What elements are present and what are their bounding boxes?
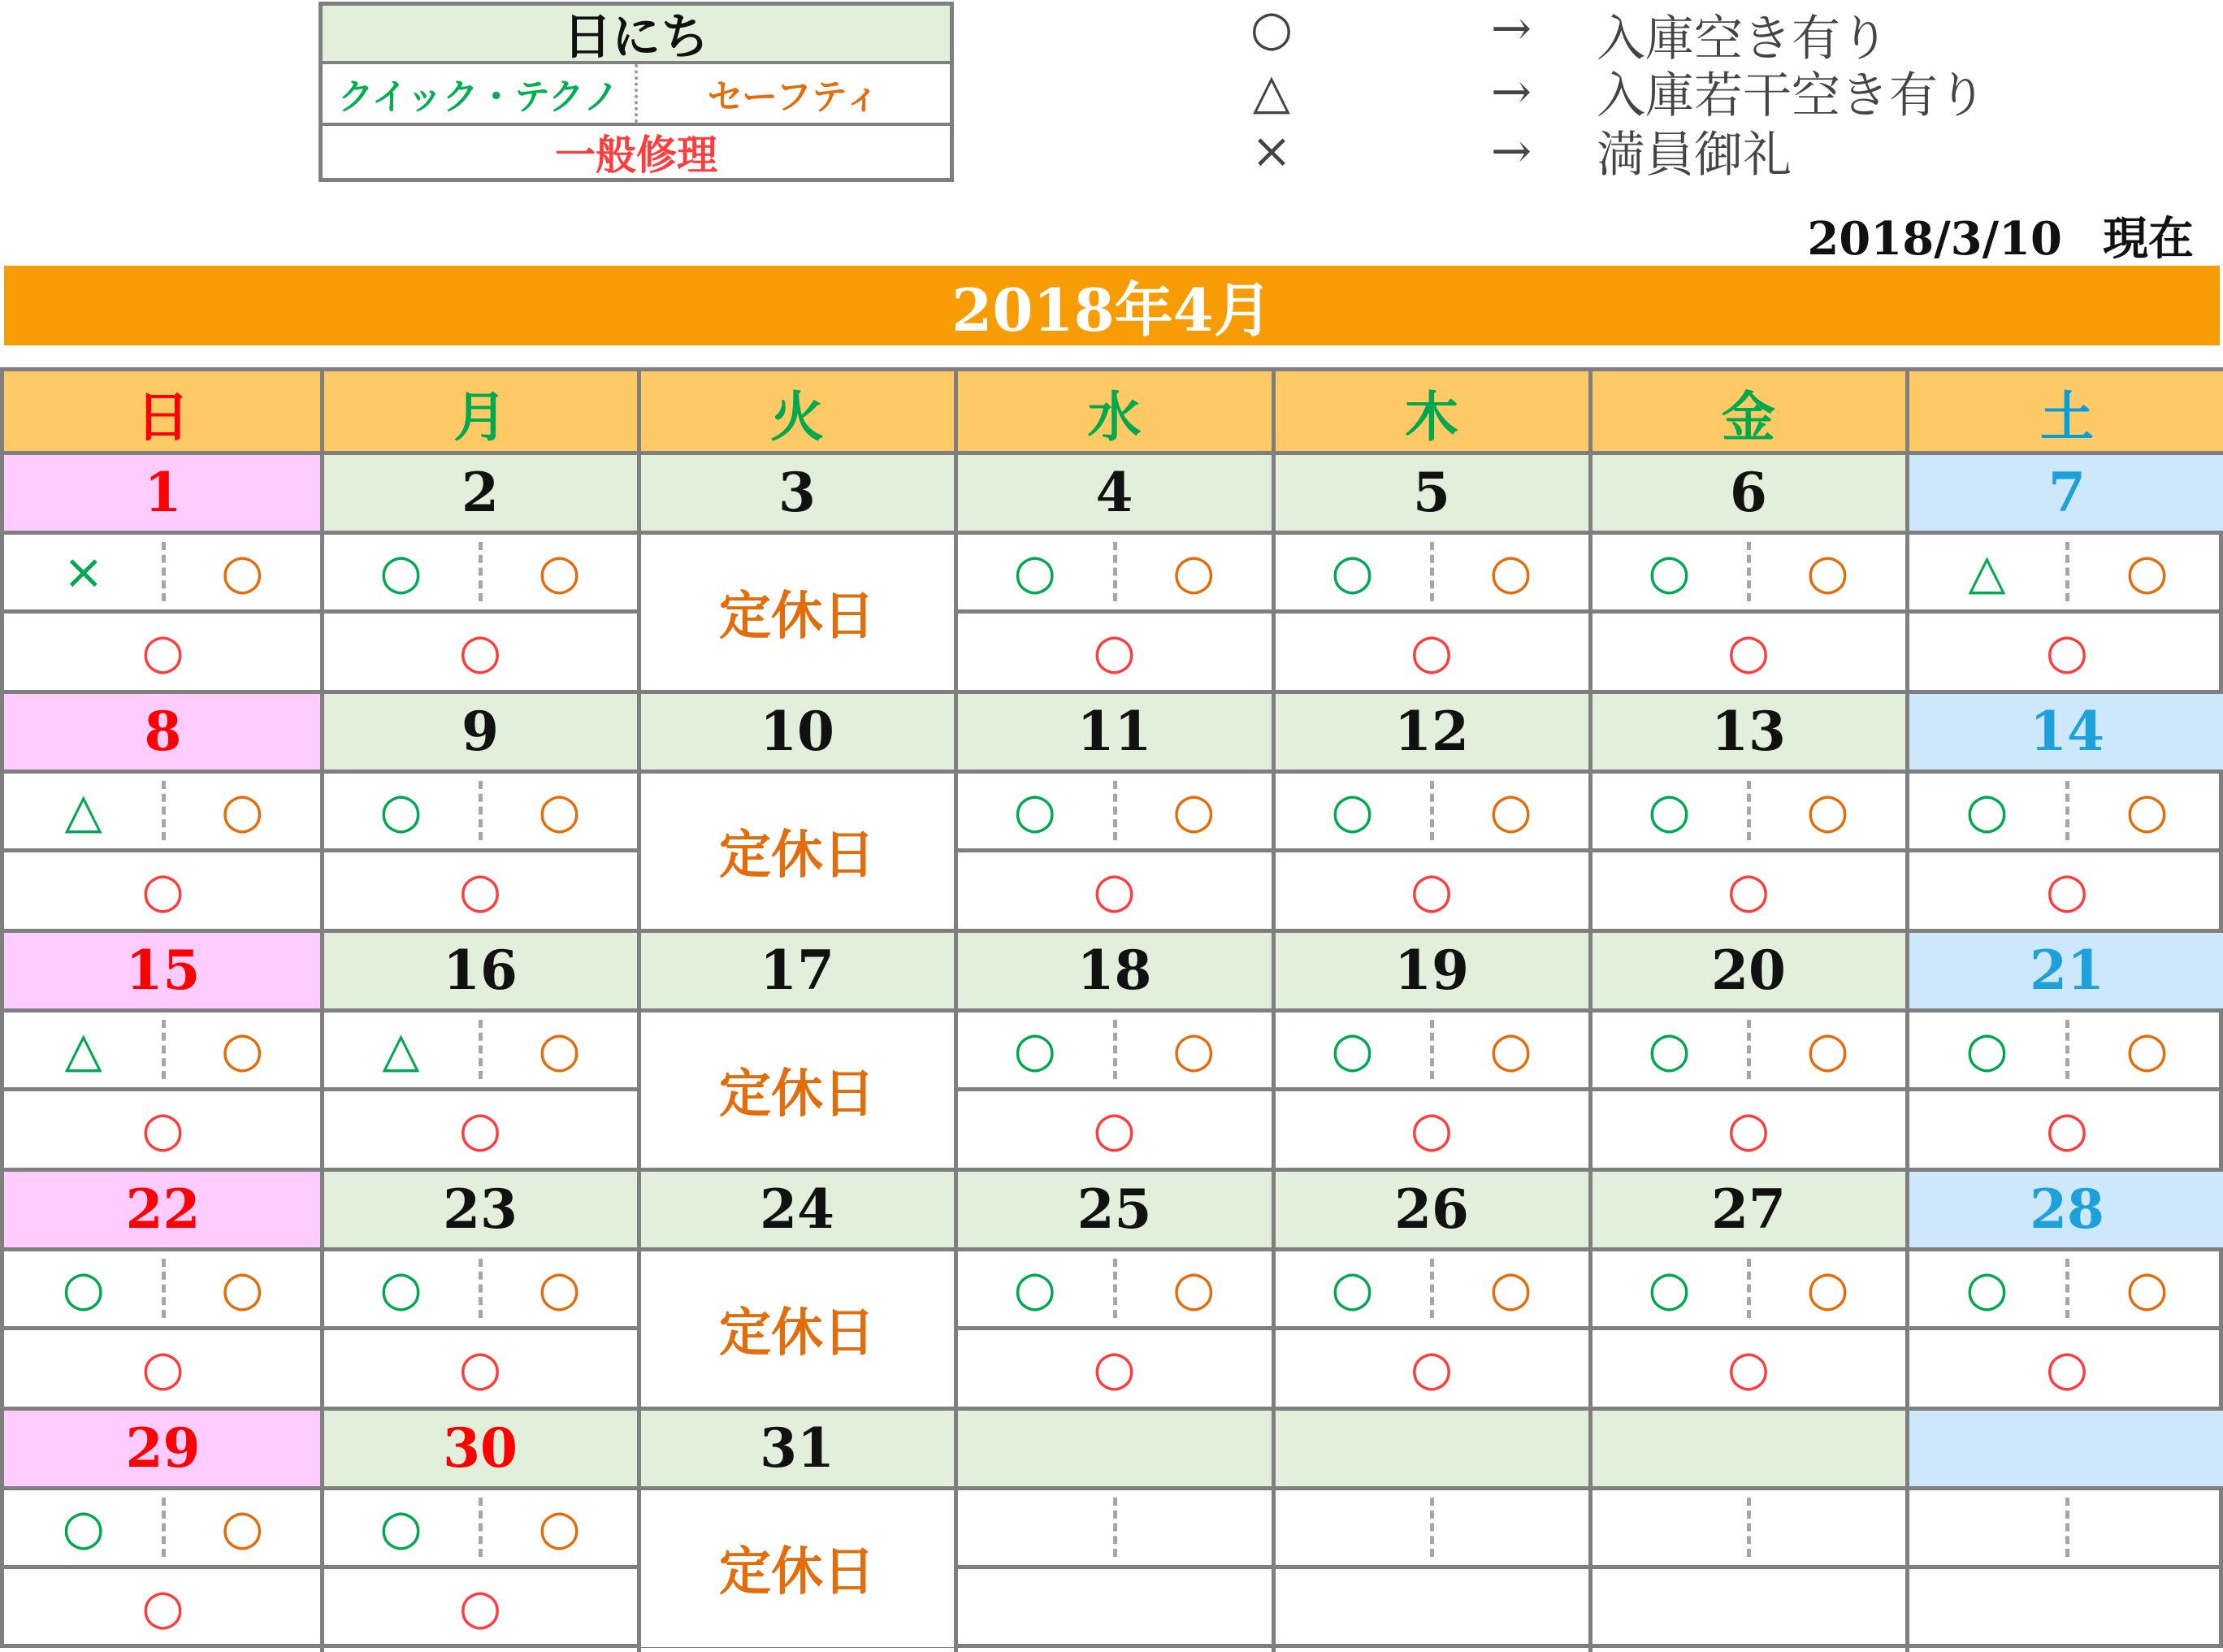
key-symbol: ○ bbox=[1250, 0, 1294, 57]
safety-status: ○ bbox=[538, 543, 581, 601]
general-repair-status: ○ bbox=[2045, 622, 2089, 680]
slot-divider bbox=[2065, 1498, 2069, 1557]
date-cell: 20 bbox=[1590, 930, 1907, 1010]
closed-day-label: 定休日 bbox=[639, 1488, 956, 1647]
quick-techno-status: ○ bbox=[379, 1260, 422, 1317]
weekday-header: 金 bbox=[1590, 371, 1907, 453]
safety-status: ○ bbox=[1489, 782, 1532, 839]
grid-line bbox=[1588, 371, 1592, 1652]
general-repair-status: ○ bbox=[458, 1339, 502, 1397]
date-cell: 2 bbox=[322, 453, 639, 532]
date-cell: 29 bbox=[4, 1408, 322, 1488]
date-cell: 6 bbox=[1590, 453, 1907, 532]
quick-techno-status: ○ bbox=[379, 543, 422, 601]
safety-status: ○ bbox=[1489, 543, 1532, 601]
closed-day-label: 定休日 bbox=[639, 771, 956, 930]
date-cell: 14 bbox=[1907, 692, 2223, 771]
date-cell: 30 bbox=[322, 1408, 639, 1488]
date-cell bbox=[1590, 1408, 1907, 1488]
date-cell: 11 bbox=[956, 692, 1273, 771]
general-repair-status: ○ bbox=[1093, 1100, 1136, 1158]
safety-status: ○ bbox=[2126, 1021, 2169, 1078]
date-cell bbox=[956, 1408, 1273, 1488]
quick-techno-status: △ bbox=[1968, 543, 2006, 601]
date-cell: 3 bbox=[639, 453, 956, 532]
safety-status: ○ bbox=[2126, 782, 2169, 839]
date-cell: 23 bbox=[322, 1169, 639, 1249]
quick-techno-status: × bbox=[63, 543, 104, 601]
arrow-icon: → bbox=[1490, 0, 1532, 57]
slot-divider bbox=[1747, 1498, 1751, 1557]
grid-line bbox=[4, 929, 2223, 933]
legend-safety: セーフティ bbox=[707, 76, 881, 118]
quick-techno-status: ○ bbox=[1648, 1260, 1691, 1317]
weekday-header: 月 bbox=[322, 371, 639, 453]
date-cell: 15 bbox=[4, 930, 322, 1010]
safety-status: ○ bbox=[538, 1260, 581, 1317]
key-row-available bbox=[0, 0, 2223, 65]
general-repair-status: ○ bbox=[1410, 861, 1454, 919]
date-cell: 31 bbox=[639, 1408, 956, 1488]
safety-status: ○ bbox=[1172, 782, 1216, 839]
quick-techno-status: △ bbox=[382, 1021, 420, 1078]
grid-line bbox=[954, 371, 958, 1652]
general-repair-status: ○ bbox=[141, 861, 184, 919]
key-text: 満員御礼 bbox=[1597, 127, 1792, 184]
date-cell: 24 bbox=[639, 1169, 956, 1249]
quick-techno-status: ○ bbox=[1648, 543, 1691, 601]
as-of-date-value: 2018/3/10 bbox=[1807, 212, 2062, 266]
weekday-header: 日 bbox=[4, 371, 322, 453]
date-cell: 10 bbox=[639, 692, 956, 771]
quick-techno-status: ○ bbox=[1965, 1260, 2008, 1317]
safety-status: ○ bbox=[1806, 543, 1849, 601]
general-repair-status: ○ bbox=[141, 1578, 184, 1636]
date-cell: 25 bbox=[956, 1169, 1273, 1249]
quick-techno-status: ○ bbox=[1013, 1021, 1056, 1078]
safety-status: ○ bbox=[1806, 1021, 1849, 1078]
grid-line bbox=[4, 1008, 2223, 1012]
safety-status: ○ bbox=[2126, 543, 2169, 601]
month-title: 2018年4月 bbox=[4, 266, 2220, 345]
date-cell: 4 bbox=[956, 453, 1273, 532]
quick-techno-status: ○ bbox=[1965, 1021, 2008, 1078]
safety-status: ○ bbox=[1489, 1260, 1532, 1317]
arrow-icon: → bbox=[1490, 123, 1532, 180]
closed-day-label: 定休日 bbox=[639, 1010, 956, 1169]
slot-divider bbox=[1430, 1498, 1434, 1557]
quick-techno-status: ○ bbox=[1331, 543, 1374, 601]
safety-status: ○ bbox=[221, 1498, 264, 1556]
slot-divider bbox=[1113, 1498, 1117, 1557]
safety-status: ○ bbox=[1489, 1021, 1532, 1078]
closed-day-label: 定休日 bbox=[639, 532, 956, 692]
grid-line bbox=[637, 371, 641, 1652]
weekday-header: 土 bbox=[1907, 371, 2223, 453]
quick-techno-status: △ bbox=[64, 782, 102, 839]
safety-status: ○ bbox=[2126, 1260, 2169, 1317]
general-repair-status: ○ bbox=[1093, 861, 1136, 919]
calendar-grid bbox=[0, 367, 2223, 1648]
grid-line bbox=[4, 451, 2223, 455]
general-repair-status: ○ bbox=[1727, 1100, 1770, 1158]
weekday-header: 水 bbox=[956, 371, 1273, 453]
quick-techno-status: ○ bbox=[1013, 543, 1056, 601]
quick-techno-status: ○ bbox=[62, 1498, 105, 1556]
date-cell: 22 bbox=[4, 1169, 322, 1249]
date-cell: 26 bbox=[1273, 1169, 1590, 1249]
as-of-label: 現在 bbox=[2103, 212, 2194, 266]
date-cell: 21 bbox=[1907, 930, 2223, 1010]
quick-techno-status: ○ bbox=[62, 1260, 105, 1317]
legend-title: 日にち bbox=[323, 6, 950, 64]
key-row-full bbox=[0, 119, 2223, 184]
date-cell: 1 bbox=[4, 453, 322, 532]
date-cell: 16 bbox=[322, 930, 639, 1010]
date-cell: 17 bbox=[639, 930, 956, 1010]
key-text: 入庫空き有り bbox=[1597, 11, 1889, 67]
date-cell bbox=[1907, 1408, 2223, 1488]
date-cell: 7 bbox=[1907, 453, 2223, 532]
general-repair-status: ○ bbox=[1727, 622, 1770, 680]
date-cell: 18 bbox=[956, 930, 1273, 1010]
general-repair-status: ○ bbox=[141, 1339, 184, 1397]
quick-techno-status: ○ bbox=[379, 1498, 422, 1556]
general-repair-status: ○ bbox=[2045, 1339, 2089, 1397]
general-repair-status: ○ bbox=[458, 1100, 502, 1158]
general-repair-status: ○ bbox=[1410, 1339, 1454, 1397]
general-repair-status: ○ bbox=[1410, 622, 1454, 680]
date-cell: 9 bbox=[322, 692, 639, 771]
quick-techno-status: ○ bbox=[1013, 782, 1056, 839]
quick-techno-status: ○ bbox=[1965, 782, 2008, 839]
date-cell: 27 bbox=[1590, 1169, 1907, 1249]
general-repair-status: ○ bbox=[458, 622, 502, 680]
as-of-date bbox=[1807, 203, 2194, 268]
general-repair-status: ○ bbox=[1093, 622, 1136, 680]
general-repair-status: ○ bbox=[141, 1100, 184, 1158]
weekday-header: 火 bbox=[639, 371, 956, 453]
general-repair-status: ○ bbox=[1727, 861, 1770, 919]
date-cell bbox=[1273, 1408, 1590, 1488]
grid-line bbox=[4, 1407, 2223, 1411]
grid-line bbox=[4, 690, 2223, 694]
general-repair-status: ○ bbox=[458, 1578, 502, 1636]
quick-techno-status: △ bbox=[64, 1021, 102, 1078]
safety-status: ○ bbox=[1806, 782, 1849, 839]
key-text: 入庫若干空き有り bbox=[1597, 67, 1987, 124]
safety-status: ○ bbox=[1806, 1260, 1849, 1317]
general-repair-status: ○ bbox=[458, 861, 502, 919]
quick-techno-status: ○ bbox=[1331, 782, 1374, 839]
safety-status: ○ bbox=[221, 543, 264, 601]
date-cell: 12 bbox=[1273, 692, 1590, 771]
safety-status: ○ bbox=[1172, 1260, 1216, 1317]
key-symbol: △ bbox=[1252, 63, 1291, 120]
quick-techno-status: ○ bbox=[379, 782, 422, 839]
quick-techno-status: ○ bbox=[1013, 1260, 1056, 1317]
general-repair-status: ○ bbox=[1093, 1339, 1136, 1397]
grid-line bbox=[1272, 371, 1276, 1652]
key-row-limited bbox=[0, 59, 2223, 124]
quick-techno-status: ○ bbox=[1648, 782, 1691, 839]
grid-line bbox=[4, 1168, 2223, 1172]
grid-line bbox=[4, 1486, 2223, 1490]
safety-status: ○ bbox=[538, 782, 581, 839]
general-repair-status: ○ bbox=[141, 622, 184, 680]
safety-status: ○ bbox=[538, 1498, 581, 1556]
grid-line bbox=[320, 371, 324, 1652]
quick-techno-status: ○ bbox=[1331, 1260, 1374, 1317]
legend-quick-techno: クイック・テクノ bbox=[323, 64, 638, 123]
date-cell: 5 bbox=[1273, 453, 1590, 532]
quick-techno-status: ○ bbox=[1331, 1021, 1374, 1078]
closed-day-label: 定休日 bbox=[639, 1249, 956, 1408]
safety-status: ○ bbox=[1172, 1021, 1216, 1078]
quick-techno-status: ○ bbox=[1648, 1021, 1691, 1078]
date-cell: 19 bbox=[1273, 930, 1590, 1010]
safety-status: ○ bbox=[221, 782, 264, 839]
grid-line bbox=[4, 770, 2223, 774]
grid-line bbox=[1905, 371, 1909, 1652]
safety-status: ○ bbox=[1172, 543, 1216, 601]
grid-line bbox=[4, 531, 2223, 535]
general-repair-status: ○ bbox=[2045, 861, 2089, 919]
date-cell: 8 bbox=[4, 692, 322, 771]
safety-status: ○ bbox=[221, 1021, 264, 1078]
safety-status: ○ bbox=[221, 1260, 264, 1317]
date-cell: 13 bbox=[1590, 692, 1907, 771]
grid-line bbox=[4, 1247, 2223, 1251]
date-cell: 28 bbox=[1907, 1169, 2223, 1249]
weekday-header: 木 bbox=[1273, 371, 1590, 453]
key-symbol: × bbox=[1250, 123, 1293, 180]
general-repair-status: ○ bbox=[2045, 1100, 2089, 1158]
general-repair-status: ○ bbox=[1727, 1339, 1770, 1397]
legend-general-repair: 一般修理 bbox=[555, 131, 717, 179]
arrow-icon: → bbox=[1490, 63, 1532, 120]
general-repair-status: ○ bbox=[1410, 1100, 1454, 1158]
safety-status: ○ bbox=[538, 1021, 581, 1078]
